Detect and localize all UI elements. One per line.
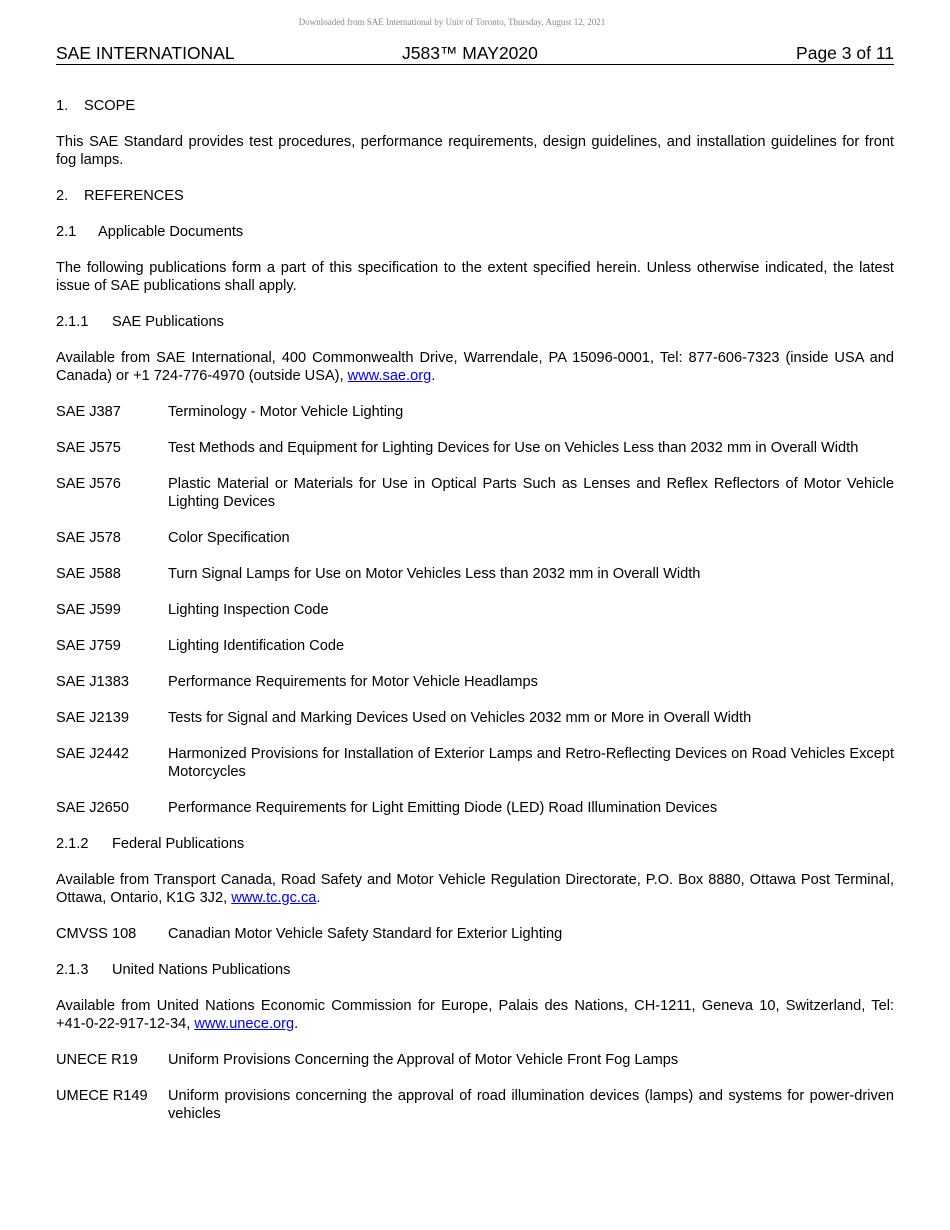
reference-title: Lighting Inspection Code — [168, 602, 329, 618]
reference-code: SAE J578 — [56, 530, 121, 546]
reference-code: SAE J1383 — [56, 674, 130, 690]
transport-canada-link[interactable]: www.tc.gc.ca — [231, 890, 317, 906]
reference-item — [56, 439, 894, 457]
section-heading-scope — [56, 97, 894, 115]
scope-paragraph: This SAE Standard provides test procedures, performance requirements, design guidelines, and installation guidelines for front fog lamps. — [56, 134, 894, 168]
reference-title: Tests for Signal and Marking Devices Used on Vehicles 2032 mm or More in Overall Width — [168, 710, 752, 726]
section-title: SAE Publications — [112, 314, 224, 330]
section-number: 2.1.1 — [56, 314, 89, 330]
reference-code: SAE J2650 — [56, 800, 130, 816]
reference-title: Performance Requirements for Light Emitting Diode (LED) Road Illumination Devices — [168, 800, 718, 816]
reference-title: Test Methods and Equipment for Lighting Devices for Use on Vehicles Less than 2032 mm in Overall Width — [168, 440, 859, 456]
reference-item — [56, 637, 894, 655]
availability-text: Available from SAE International, 400 Commonwealth Drive, Warrendale, PA 15096-0001, Tel: 877-606-7323 (inside USA and Canada) or +1 724-776-4970 (outside USA), — [56, 350, 894, 384]
availability-text: Available from United Nations Economic Commission for Europe, Palais des Nations, CH-1211, Geneva 10, Switzerland, Tel: +41-0-22-917-12-34, — [56, 998, 894, 1032]
header-doc-id: J583™ MAY2020 — [402, 43, 538, 63]
reference-item — [56, 529, 894, 547]
section-heading-applicable-documents — [56, 223, 894, 241]
reference-title: Canadian Motor Vehicle Safety Standard for Exterior Lighting — [168, 926, 563, 942]
reference-title: Terminology - Motor Vehicle Lighting — [168, 404, 404, 420]
reference-title: Uniform Provisions Concerning the Approval of Motor Vehicle Front Fog Lamps — [168, 1052, 679, 1068]
applicable-paragraph: The following publications form a part of this specification to the extent specified herein. Unless otherwise indicated, the latest issue of SAE publications shall apply. — [56, 260, 894, 294]
reference-item — [56, 745, 894, 781]
reference-title: Uniform provisions concerning the approval of road illumination devices (lamps) and systems for power-driven vehicles — [168, 1088, 894, 1122]
reference-item — [56, 1087, 894, 1123]
section-heading-un-publications — [56, 961, 894, 979]
reference-code: SAE J2442 — [56, 746, 130, 762]
section-title: REFERENCES — [84, 188, 184, 204]
reference-code: SAE J759 — [56, 638, 121, 654]
link-trailing-punctuation: . — [294, 1016, 299, 1032]
reference-title: Turn Signal Lamps for Use on Motor Vehicles Less than 2032 mm in Overall Width — [168, 566, 701, 582]
section-heading-federal-publications — [56, 835, 894, 853]
section-title: Applicable Documents — [98, 224, 244, 240]
section-number: 2.1.3 — [56, 962, 89, 978]
reference-item — [56, 403, 894, 421]
header-page-number: Page 3 of 11 — [796, 43, 894, 63]
reference-title: Lighting Identification Code — [168, 638, 345, 654]
reference-code: SAE J575 — [56, 440, 121, 456]
reference-code: SAE J588 — [56, 566, 121, 582]
section-title: Federal Publications — [112, 836, 245, 852]
reference-code: UNECE R19 — [56, 1052, 138, 1068]
document-body — [56, 97, 894, 1141]
reference-title: Plastic Material or Materials for Use in Optical Parts Such as Lenses and Reflex Reflectors of Motor Vehicle Lighting Devices — [168, 476, 894, 510]
reference-item — [56, 709, 894, 727]
reference-item — [56, 601, 894, 619]
unece-website-link[interactable]: www.unece.org — [194, 1016, 295, 1032]
page-header — [56, 43, 894, 65]
reference-title: Harmonized Provisions for Installation of Exterior Lamps and Retro-Reflecting Devices on Road Vehicles Except Motorcycles — [168, 746, 894, 780]
reference-item — [56, 1051, 894, 1069]
reference-item — [56, 925, 894, 943]
reference-code: CMVSS 108 — [56, 926, 137, 942]
reference-item — [56, 799, 894, 817]
reference-code: UMECE R149 — [56, 1088, 148, 1104]
reference-code: SAE J576 — [56, 476, 121, 492]
reference-title: Color Specification — [168, 530, 290, 546]
header-org: SAE INTERNATIONAL — [56, 43, 235, 63]
reference-item — [56, 673, 894, 691]
section-title: United Nations Publications — [112, 962, 291, 978]
link-trailing-punctuation: . — [316, 890, 321, 906]
reference-item — [56, 565, 894, 583]
section-heading-sae-publications — [56, 313, 894, 331]
availability-text: Available from Transport Canada, Road Safety and Motor Vehicle Regulation Directorate, P.O. Box 8880, Ottawa Post Terminal, Ottawa, Ontario, K1G 3J2, — [56, 872, 894, 906]
reference-code: SAE J2139 — [56, 710, 130, 726]
reference-code: SAE J599 — [56, 602, 121, 618]
section-number: 2. — [56, 188, 69, 204]
un-availability-paragraph — [56, 997, 894, 1033]
section-number: 2.1.2 — [56, 836, 89, 852]
section-number: 1. — [56, 98, 69, 114]
reference-item — [56, 475, 894, 511]
section-number: 2.1 — [56, 224, 77, 240]
link-trailing-punctuation: . — [431, 368, 436, 384]
download-watermark: Downloaded from SAE International by Univ of Toronto, Thursday, August 12, 2021 — [298, 17, 606, 27]
section-title: SCOPE — [84, 98, 136, 114]
federal-availability-paragraph — [56, 871, 894, 907]
reference-code: SAE J387 — [56, 404, 121, 420]
sae-availability-paragraph — [56, 349, 894, 385]
section-heading-references — [56, 187, 894, 205]
reference-title: Performance Requirements for Motor Vehicle Headlamps — [168, 674, 538, 690]
sae-website-link[interactable]: www.sae.org — [347, 368, 432, 384]
